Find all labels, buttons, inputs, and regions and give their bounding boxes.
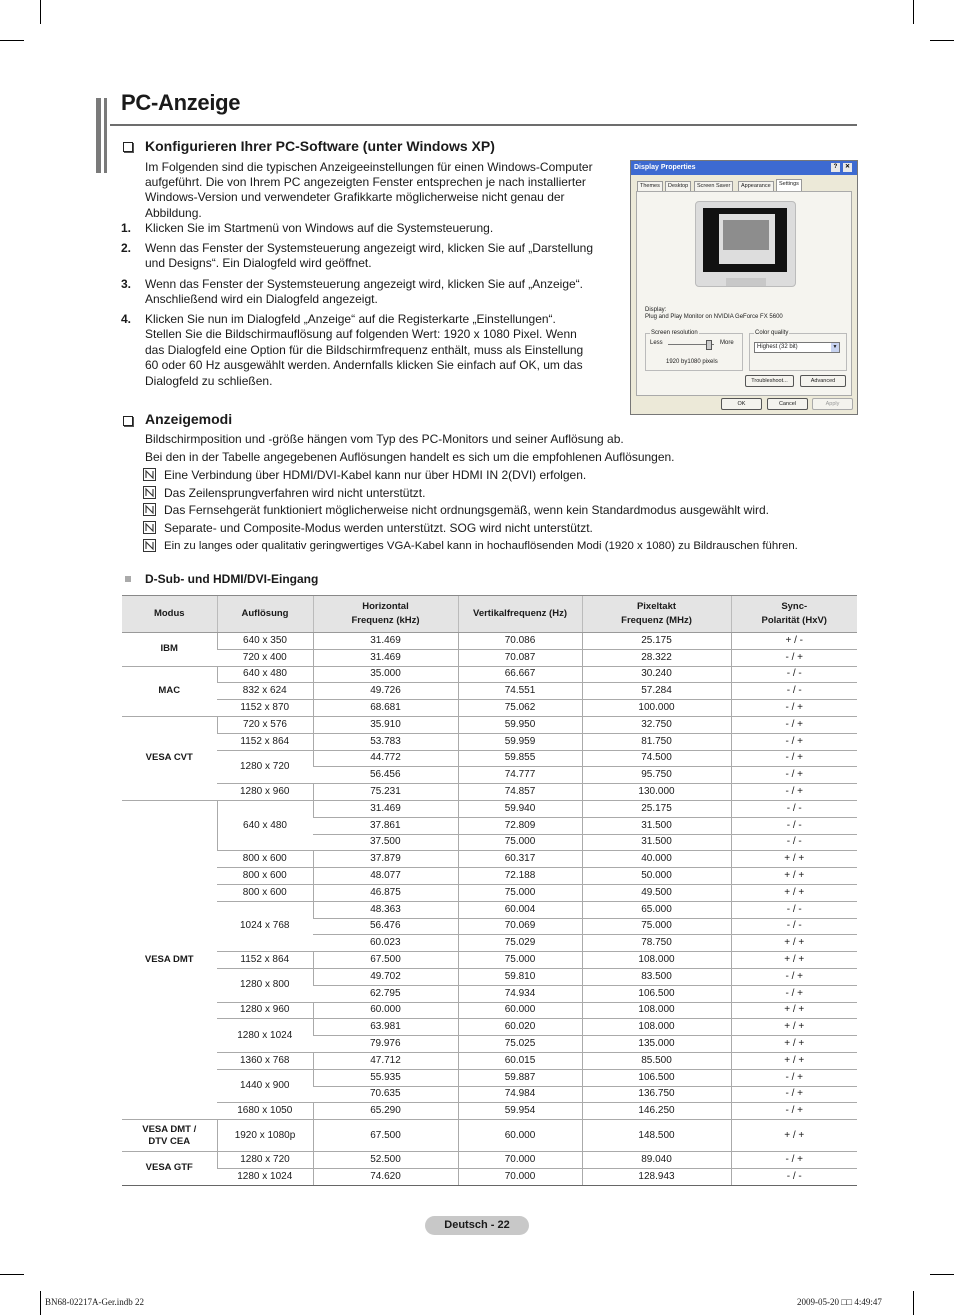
h-freq-cell: 48.077 — [313, 868, 458, 885]
h-freq-cell: 37.861 — [313, 817, 458, 834]
table-row — [122, 1052, 857, 1069]
sync-polarity-cell: + / + — [731, 1120, 857, 1152]
v-freq-cell: 60.000 — [458, 1120, 582, 1152]
print-info-left: BN68-02217A-Ger.indb 22 — [45, 1297, 144, 1307]
table-heading: D-Sub- und HDMI/DVI-Eingang — [145, 572, 319, 586]
resolution-cell: 1440 x 900 — [217, 1069, 313, 1103]
sync-polarity-cell: - / + — [731, 1152, 857, 1169]
resolution-cell: 1024 x 768 — [217, 901, 313, 951]
sync-polarity-cell: - / + — [731, 767, 857, 784]
step-text: das Dialogfeld eine Option für die Bildschirmfrequenz enthält, muss als Einstellung — [145, 342, 584, 357]
table-row — [122, 733, 857, 750]
note-icon — [143, 468, 156, 481]
h-freq-cell: 75.231 — [313, 784, 458, 801]
resolution-cell: 1152 x 864 — [217, 952, 313, 969]
column-header-line: Pixeltakt — [636, 601, 677, 612]
h-freq-cell: 53.783 — [313, 733, 458, 750]
tab-appearance[interactable]: Appearance — [738, 181, 774, 192]
pixel-clock-cell: 108.000 — [582, 952, 731, 969]
column-header-line: Horizontal — [362, 601, 409, 612]
pixel-clock-cell: 31.500 — [582, 834, 731, 851]
column-header — [458, 596, 582, 633]
step-text: Anschließend wird ein Dialogfeld angezeigt. — [145, 292, 378, 307]
column-header-line: Sync- — [781, 601, 808, 612]
crop-mark — [0, 40, 24, 41]
apply-button[interactable]: Apply — [812, 398, 853, 410]
crop-mark — [913, 0, 914, 24]
v-freq-cell: 75.062 — [458, 700, 582, 717]
sync-polarity-cell: - / - — [731, 901, 857, 918]
v-freq-cell: 72.809 — [458, 817, 582, 834]
monitor-image — [695, 201, 796, 287]
h-freq-cell: 44.772 — [313, 750, 458, 767]
pixel-clock-cell: 128.943 — [582, 1168, 731, 1185]
table-row — [122, 750, 857, 767]
v-freq-cell: 60.000 — [458, 1002, 582, 1019]
title-accent-bar — [104, 98, 107, 173]
column-header-line: Polarität (HxV) — [761, 615, 827, 626]
sync-polarity-cell: + / - — [731, 633, 857, 650]
pixel-clock-cell: 25.175 — [582, 633, 731, 650]
pixel-clock-cell: 65.000 — [582, 901, 731, 918]
resolution-group — [645, 330, 743, 371]
tab-settings[interactable]: Settings — [776, 179, 802, 192]
column-header — [122, 596, 217, 633]
sync-polarity-cell: - / - — [731, 666, 857, 683]
sync-polarity-cell: - / - — [731, 800, 857, 817]
v-freq-cell: 74.984 — [458, 1086, 582, 1103]
sync-polarity-cell: - / + — [731, 968, 857, 985]
note-text: Das Fernsehgerät funktioniert möglicherweise nicht ordnungsgemäß, wenn kein Standardmodus ausgewählt wird. — [164, 503, 769, 517]
table-row — [122, 851, 857, 868]
h-freq-cell: 56.456 — [313, 767, 458, 784]
mode-label: VESA CVT — [145, 752, 193, 764]
column-header-line: Modus — [153, 608, 185, 619]
pixel-clock-cell: 83.500 — [582, 968, 731, 985]
resolution-cell: 640 x 350 — [217, 633, 313, 650]
resolution-cell: 720 x 576 — [217, 716, 313, 733]
v-freq-cell: 60.317 — [458, 851, 582, 868]
more-label: More — [720, 340, 734, 346]
resolution-cell: 800 x 600 — [217, 851, 313, 868]
crop-mark — [930, 40, 954, 41]
resolution-cell: 1280 x 720 — [217, 750, 313, 784]
pixel-clock-cell: 136.750 — [582, 1086, 731, 1103]
resolution-cell: 800 x 600 — [217, 884, 313, 901]
table-row — [122, 700, 857, 717]
v-freq-cell: 74.934 — [458, 985, 582, 1002]
sync-polarity-cell: - / - — [731, 817, 857, 834]
sync-polarity-cell: - / + — [731, 700, 857, 717]
pixel-clock-cell: 85.500 — [582, 1052, 731, 1069]
note-icon — [143, 539, 156, 552]
column-header-line: Auflösung — [241, 608, 289, 619]
intro-line: Abbildung. — [145, 206, 202, 220]
column-header-line: Vertikalfrequenz (Hz) — [473, 608, 567, 619]
sync-polarity-cell: - / + — [731, 1069, 857, 1086]
v-freq-cell: 59.940 — [458, 800, 582, 817]
resolution-cell: 1152 x 870 — [217, 700, 313, 717]
info-line: Bildschirmposition und -größe hängen vom Typ des PC-Monitors und seiner Auflösung ab. — [145, 432, 624, 446]
color-label: Color quality — [755, 330, 789, 336]
h-freq-cell: 60.000 — [313, 1002, 458, 1019]
troubleshoot-button[interactable]: Troubleshoot... — [745, 375, 794, 387]
table-row — [122, 716, 857, 733]
column-header — [582, 596, 731, 633]
page-number-badge: Deutsch - 22 — [425, 1216, 529, 1235]
sync-polarity-cell: - / + — [731, 733, 857, 750]
crop-mark — [0, 1274, 24, 1275]
table-row — [122, 868, 857, 885]
h-freq-cell: 55.935 — [313, 1069, 458, 1086]
color-group — [749, 330, 847, 371]
section-heading: Konfigurieren Ihrer PC-Software (unter Windows XP) — [145, 138, 495, 154]
note-text: Das Zeilensprungverfahren wird nicht unterstützt. — [164, 486, 426, 500]
tab-desktop[interactable]: Desktop — [665, 181, 691, 192]
v-freq-cell: 66.667 — [458, 666, 582, 683]
sync-polarity-cell: - / - — [731, 683, 857, 700]
sync-polarity-cell: + / + — [731, 851, 857, 868]
step-text: Wenn das Fenster der Systemsteuerung angezeigt wird, klicken Sie auf „Anzeige“. — [145, 277, 583, 291]
h-freq-cell: 52.500 — [313, 1152, 458, 1169]
pixel-clock-cell: 57.284 — [582, 683, 731, 700]
display-value: Plug and Play Monitor on NVIDIA GeForce FX 5600 — [645, 314, 783, 320]
intro-line: aufgeführt. Die von Ihrem PC angezeigten Fenster entsprechen je nach installierter — [145, 175, 586, 189]
resolution-cell: 832 x 624 — [217, 683, 313, 700]
sync-polarity-cell: - / + — [731, 649, 857, 666]
h-freq-cell: 67.500 — [313, 1120, 458, 1152]
pixel-clock-cell: 32.750 — [582, 716, 731, 733]
monitor-screen — [703, 208, 787, 272]
display-modes-table — [122, 595, 857, 1186]
crop-mark — [40, 1291, 41, 1315]
pixel-clock-cell: 148.500 — [582, 1120, 731, 1152]
dialog-title: Display Properties — [634, 164, 696, 171]
pixel-clock-cell: 95.750 — [582, 767, 731, 784]
pixel-clock-cell: 89.040 — [582, 1152, 731, 1169]
column-header — [217, 596, 313, 633]
close-icon[interactable]: ✕ — [844, 164, 851, 170]
slider-thumb[interactable] — [706, 340, 712, 350]
step-number: 4. — [121, 312, 132, 326]
mode-cell — [122, 666, 217, 716]
resolution-cell: 720 x 400 — [217, 649, 313, 666]
table-row — [122, 784, 857, 801]
help-icon[interactable]: ? — [831, 163, 840, 172]
v-freq-cell: 74.857 — [458, 784, 582, 801]
h-freq-cell: 35.000 — [313, 666, 458, 683]
v-freq-cell: 60.004 — [458, 901, 582, 918]
h-freq-cell: 74.620 — [313, 1168, 458, 1185]
pixel-clock-cell: 31.500 — [582, 817, 731, 834]
pixel-clock-cell: 108.000 — [582, 1002, 731, 1019]
resolution-cell: 640 x 480 — [217, 800, 313, 850]
table-row — [122, 1120, 857, 1152]
resolution-cell: 1280 x 1024 — [217, 1168, 313, 1185]
h-freq-cell: 31.469 — [313, 633, 458, 650]
v-freq-cell: 70.087 — [458, 649, 582, 666]
sync-polarity-cell: + / + — [731, 1036, 857, 1053]
v-freq-cell: 59.950 — [458, 716, 582, 733]
pixel-clock-cell: 146.250 — [582, 1103, 731, 1120]
table-row — [122, 1019, 857, 1036]
small-square-bullet-icon — [125, 576, 131, 582]
step-number: 2. — [121, 241, 132, 255]
step-number: 1. — [121, 221, 132, 235]
intro-line: Im Folgenden sind die typischen Anzeigeeinstellungen für einen Windows-Computer — [145, 160, 593, 174]
sync-polarity-cell: + / + — [731, 1019, 857, 1036]
pixel-clock-cell: 135.000 — [582, 1036, 731, 1053]
h-freq-cell: 79.976 — [313, 1036, 458, 1053]
v-freq-cell: 59.959 — [458, 733, 582, 750]
sync-polarity-cell: - / - — [731, 834, 857, 851]
sync-polarity-cell: + / + — [731, 1052, 857, 1069]
sync-polarity-cell: - / + — [731, 1086, 857, 1103]
resolution-cell: 800 x 600 — [217, 868, 313, 885]
resolution-label: Screen resolution — [651, 330, 698, 336]
v-freq-cell: 59.810 — [458, 968, 582, 985]
mode-label: DTV CEA — [148, 1135, 191, 1147]
v-freq-cell: 75.000 — [458, 884, 582, 901]
v-freq-cell: 60.020 — [458, 1019, 582, 1036]
crop-mark — [930, 1274, 954, 1275]
column-header — [731, 596, 857, 633]
h-freq-cell: 31.469 — [313, 649, 458, 666]
tab-screen-saver[interactable]: Screen Saver — [694, 181, 733, 192]
ok-button[interactable]: OK — [721, 398, 762, 410]
sync-polarity-cell: - / + — [731, 716, 857, 733]
resolution-cell: 1680 x 1050 — [217, 1103, 313, 1120]
h-freq-cell: 47.712 — [313, 1052, 458, 1069]
pixel-clock-cell: 28.322 — [582, 649, 731, 666]
v-freq-cell: 74.777 — [458, 767, 582, 784]
pixel-clock-cell: 50.000 — [582, 868, 731, 885]
note-icon — [143, 503, 156, 516]
pixel-clock-cell: 130.000 — [582, 784, 731, 801]
table-row — [122, 952, 857, 969]
table-row — [122, 633, 857, 650]
note-text: Separate- und Composite-Modus werden unterstützt. SOG wird nicht unterstützt. — [164, 521, 593, 535]
v-freq-cell: 70.000 — [458, 1168, 582, 1185]
color-select[interactable] — [754, 342, 840, 353]
pixel-clock-cell: 78.750 — [582, 935, 731, 952]
h-freq-cell: 62.795 — [313, 985, 458, 1002]
note-text: Eine Verbindung über HDMI/DVI-Kabel kann nur über HDMI IN 2(DVI) erfolgen. — [164, 468, 587, 482]
resolution-value: 1920 by1080 pixels — [666, 359, 718, 365]
resolution-cell: 1280 x 800 — [217, 968, 313, 1002]
table-row — [122, 901, 857, 918]
advanced-button[interactable]: Advanced — [800, 375, 846, 387]
resolution-cell: 1280 x 1024 — [217, 1019, 313, 1053]
pixel-clock-cell: 74.500 — [582, 750, 731, 767]
v-freq-cell: 75.000 — [458, 952, 582, 969]
note-text: Ein zu langes oder qualitativ geringwertiges VGA-Kabel kann in hochauflösenden Modi (1920 x 1080) zu Bildrauschen führen. — [164, 540, 798, 552]
pixel-clock-cell: 106.500 — [582, 985, 731, 1002]
h-freq-cell: 37.500 — [313, 834, 458, 851]
page-title: PC-Anzeige — [121, 90, 241, 115]
h-freq-cell: 37.879 — [313, 851, 458, 868]
table-row — [122, 1069, 857, 1086]
v-freq-cell: 59.954 — [458, 1103, 582, 1120]
v-freq-cell: 75.000 — [458, 834, 582, 851]
h-freq-cell: 63.981 — [313, 1019, 458, 1036]
column-header-line: Frequenz (MHz) — [621, 615, 692, 626]
v-freq-cell: 70.000 — [458, 1152, 582, 1169]
title-accent-bar — [96, 98, 101, 173]
v-freq-cell: 75.029 — [458, 935, 582, 952]
h-freq-cell: 48.363 — [313, 901, 458, 918]
sync-polarity-cell: - / + — [731, 784, 857, 801]
pixel-clock-cell: 100.000 — [582, 700, 731, 717]
sync-polarity-cell: + / + — [731, 935, 857, 952]
pixel-clock-cell: 30.240 — [582, 666, 731, 683]
h-freq-cell: 60.023 — [313, 935, 458, 952]
mode-cell — [122, 633, 217, 667]
step-text: Klicken Sie nun im Dialogfeld „Anzeige“ auf die Registerkarte „Einstellungen“. — [145, 312, 556, 326]
h-freq-cell: 46.875 — [313, 884, 458, 901]
h-freq-cell: 70.635 — [313, 1086, 458, 1103]
pixel-clock-cell: 49.500 — [582, 884, 731, 901]
h-freq-cell: 31.469 — [313, 800, 458, 817]
mode-cell — [122, 1152, 217, 1186]
step-text: 60 oder 60 Hz ausgewählt werden. Andernfalls klicken Sie einfach auf OK, um das — [145, 358, 583, 373]
checkbox-bullet-icon — [123, 416, 133, 426]
sync-polarity-cell: - / + — [731, 750, 857, 767]
h-freq-cell: 65.290 — [313, 1103, 458, 1120]
sync-polarity-cell: + / + — [731, 1002, 857, 1019]
chevron-down-icon[interactable]: ▼ — [832, 344, 838, 350]
v-freq-cell: 70.069 — [458, 918, 582, 935]
table-row — [122, 800, 857, 817]
sync-polarity-cell: - / + — [731, 985, 857, 1002]
mode-label: IBM — [160, 643, 178, 655]
sync-polarity-cell: - / - — [731, 918, 857, 935]
table-row — [122, 649, 857, 666]
sync-polarity-cell: + / + — [731, 868, 857, 885]
note-icon — [143, 521, 156, 534]
mode-cell — [122, 716, 217, 800]
h-freq-cell: 35.910 — [313, 716, 458, 733]
note-icon — [143, 486, 156, 499]
display-properties-dialog — [630, 160, 858, 415]
resolution-cell: 1280 x 960 — [217, 1002, 313, 1019]
table-row — [122, 1002, 857, 1019]
h-freq-cell: 49.726 — [313, 683, 458, 700]
h-freq-cell: 56.476 — [313, 918, 458, 935]
sync-polarity-cell: + / + — [731, 884, 857, 901]
resolution-cell: 1280 x 720 — [217, 1152, 313, 1169]
mode-label: VESA GTF — [145, 1162, 193, 1174]
h-freq-cell: 67.500 — [313, 952, 458, 969]
resolution-cell: 1360 x 768 — [217, 1052, 313, 1069]
h-freq-cell: 49.702 — [313, 968, 458, 985]
mode-label: MAC — [158, 685, 181, 697]
mode-cell — [122, 1120, 217, 1152]
color-select-value: Highest (32 bit) — [757, 344, 798, 350]
less-label: Less — [650, 340, 663, 346]
v-freq-cell: 59.887 — [458, 1069, 582, 1086]
pixel-clock-cell: 81.750 — [582, 733, 731, 750]
column-header-line: Frequenz (kHz) — [351, 615, 420, 626]
cancel-button[interactable]: Cancel — [767, 398, 808, 410]
step-text: und Designs“. Ein Dialogfeld wird geöffnet. — [145, 256, 372, 271]
intro-line: Windows-Version und verwendeter Grafikkarte möglicherweise nicht genau der — [145, 190, 565, 204]
h-freq-cell: 68.681 — [313, 700, 458, 717]
pixel-clock-cell: 75.000 — [582, 918, 731, 935]
checkbox-bullet-icon — [123, 142, 133, 152]
dialog-titlebar — [631, 161, 857, 175]
v-freq-cell: 60.015 — [458, 1052, 582, 1069]
v-freq-cell: 74.551 — [458, 683, 582, 700]
tab-themes[interactable]: Themes — [637, 181, 663, 192]
mode-label: VESA DMT — [144, 954, 194, 966]
column-header — [313, 596, 458, 633]
display-label: Display: — [645, 307, 667, 313]
mode-label: VESA DMT / — [142, 1123, 197, 1135]
step-text: Klicken Sie im Startmenü von Windows auf die Systemsteuerung. — [145, 221, 494, 235]
step-text: Stellen Sie die Bildschirmauflösung auf folgenden Wert: 1920 x 1080 Pixel. Wenn — [145, 327, 577, 342]
table-row — [122, 1103, 857, 1120]
v-freq-cell: 70.086 — [458, 633, 582, 650]
sync-polarity-cell: - / - — [731, 1168, 857, 1185]
pixel-clock-cell: 106.500 — [582, 1069, 731, 1086]
print-info-right: 2009-05-20 □□ 4:49:47 — [797, 1297, 882, 1307]
sync-polarity-cell: + / + — [731, 952, 857, 969]
v-freq-cell: 75.025 — [458, 1036, 582, 1053]
pixel-clock-cell: 108.000 — [582, 1019, 731, 1036]
sync-polarity-cell: - / + — [731, 1103, 857, 1120]
resolution-cell: 1152 x 864 — [217, 733, 313, 750]
step-text: Dialogfeld zu schließen. — [145, 373, 273, 388]
v-freq-cell: 72.188 — [458, 868, 582, 885]
resolution-cell: 640 x 480 — [217, 666, 313, 683]
title-rule — [110, 124, 857, 126]
resolution-cell: 1280 x 960 — [217, 784, 313, 801]
crop-mark — [913, 1291, 914, 1315]
v-freq-cell: 59.855 — [458, 750, 582, 767]
table-header-row — [122, 596, 857, 633]
crop-mark — [40, 0, 41, 24]
step-number: 3. — [121, 277, 132, 291]
pixel-clock-cell: 25.175 — [582, 800, 731, 817]
section-heading: Anzeigemodi — [145, 411, 233, 427]
table-row — [122, 666, 857, 683]
mode-cell — [122, 800, 217, 1119]
step-text: Wenn das Fenster der Systemsteuerung angezeigt wird, klicken Sie auf „Darstellung — [145, 241, 594, 255]
table-row — [122, 968, 857, 985]
dialog-panel — [636, 191, 852, 396]
resolution-slider[interactable] — [668, 344, 714, 345]
resolution-cell: 1920 x 1080p — [217, 1120, 313, 1152]
pixel-clock-cell: 40.000 — [582, 851, 731, 868]
table-row — [122, 1152, 857, 1169]
table-row — [122, 884, 857, 901]
info-line: Bei den in der Tabelle angegebenen Auflösungen handelt es sich um die empfohlenen Auflösungen. — [145, 450, 675, 464]
table-row — [122, 1168, 857, 1185]
table-row — [122, 683, 857, 700]
